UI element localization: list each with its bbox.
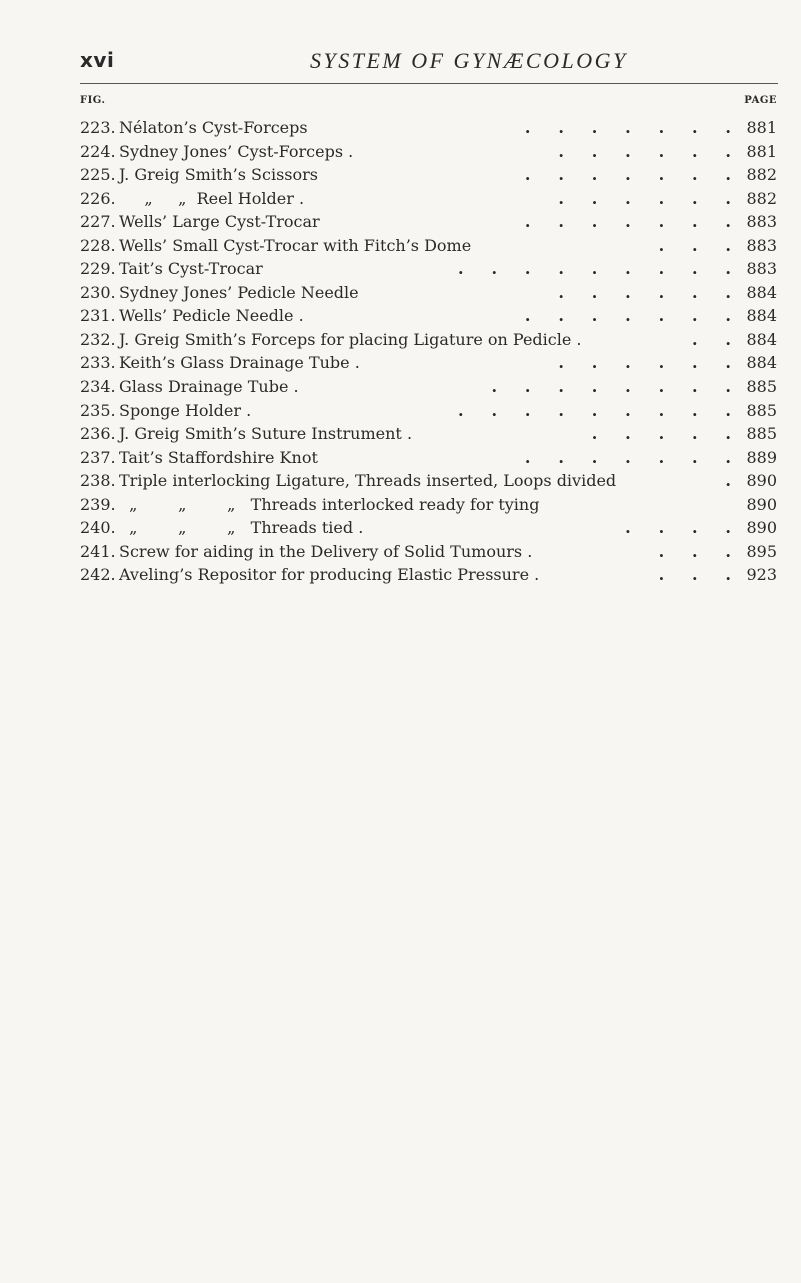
dot-leader: . . . . . . . (524, 306, 731, 326)
figure-number: 238. (80, 471, 116, 491)
list-item (80, 516, 777, 540)
dot-leader: . . . (658, 235, 731, 255)
dot-leader: . . . . . . (558, 188, 731, 208)
list-item (80, 304, 777, 328)
figure-title: Sponge Holder . (119, 400, 252, 420)
list-item (80, 140, 777, 164)
page-number: xvi (80, 48, 115, 72)
list-item (80, 469, 777, 493)
page-reference: 890 (746, 494, 777, 514)
figure-number: 241. (80, 541, 116, 561)
list-item (80, 351, 777, 375)
list-item (80, 187, 777, 211)
dot-leader: . . . . . . . . . (458, 259, 731, 279)
dot-leader: . . . . . (591, 424, 731, 444)
list-item (80, 234, 777, 258)
page-reference: 889 (746, 447, 777, 467)
dot-leader: . . . . . . . (524, 212, 731, 232)
figure-number: 232. (80, 329, 116, 349)
page-reference: 885 (746, 424, 777, 444)
figure-title: Wells’ Large Cyst-Trocar (119, 212, 320, 232)
figure-number: 228. (80, 235, 116, 255)
fig-column-heading: FIG. (80, 95, 106, 106)
list-item (80, 422, 777, 446)
figure-title: J. Greig Smith’s Forceps for placing Ligature on Pedicle . (119, 329, 582, 349)
page-reference: 884 (746, 282, 777, 302)
dot-leader: . . . . (625, 518, 731, 538)
page-reference: 884 (746, 329, 777, 349)
figure-number: 223. (80, 118, 116, 137)
list-item (80, 493, 777, 517)
page-reference: 882 (746, 188, 777, 208)
list-item (80, 116, 777, 140)
dot-leader: . . . . . . . (524, 165, 731, 185)
dot-leader: . . . . . . (558, 141, 731, 161)
page-reference: 885 (746, 400, 777, 420)
figure-title: Aveling’s Repositor for producing Elastic Pressure . (119, 565, 540, 585)
figure-number: 233. (80, 353, 116, 373)
figure-title: Glass Drainage Tube . (119, 377, 299, 397)
figure-title: Keith’s Glass Drainage Tube . (119, 353, 360, 373)
page-reference: 884 (746, 306, 777, 326)
running-title: SYSTEM OF GYNÆCOLOGY (310, 48, 628, 73)
page-reference: 883 (746, 259, 777, 279)
figure-number: 231. (80, 306, 116, 326)
figure-title: Wells’ Pedicle Needle . (119, 306, 304, 326)
page-reference: 923 (746, 565, 777, 585)
figure-number: 234. (80, 377, 116, 397)
list-item (80, 446, 777, 470)
figure-number: 242. (80, 565, 116, 585)
figure-title: J. Greig Smith’s Scissors (119, 165, 319, 185)
dot-leader: . . . . . . (558, 282, 731, 302)
figure-title: Screw for aiding in the Delivery of Solid Tumours . (119, 541, 533, 561)
dot-leader: . . . . . . . . . (458, 400, 731, 420)
figure-title: Sydney Jones’ Pedicle Needle (119, 282, 359, 302)
figure-title: Sydney Jones’ Cyst-Forceps . (119, 141, 354, 161)
figure-number: 240. (80, 518, 116, 538)
page-reference: 883 (746, 235, 777, 255)
list-item (80, 540, 777, 564)
figure-title: Tait’s Staffordshire Knot (119, 447, 318, 467)
page-column-heading: PAGE (744, 95, 777, 106)
page-reference: 883 (746, 212, 777, 232)
page-reference: 895 (746, 541, 777, 561)
list-item (80, 563, 777, 587)
dot-leader: . . (692, 329, 731, 349)
figure-number: 227. (80, 212, 116, 232)
figure-title: Tait’s Cyst-Trocar (119, 259, 263, 279)
page-reference: 885 (746, 377, 777, 397)
page-reference: 884 (746, 353, 777, 373)
list-item (80, 399, 777, 423)
figure-number: 236. (80, 424, 116, 444)
figure-title: „ „ Reel Holder . (119, 188, 305, 208)
figure-title: J. Greig Smith’s Suture Instrument . (119, 424, 413, 444)
running-header (80, 48, 778, 80)
header-rule (80, 83, 778, 84)
list-item (80, 257, 777, 281)
figure-number: 225. (80, 165, 116, 185)
figure-title: Triple interlocking Ligature, Threads inserted, Loops divided (119, 471, 617, 491)
figure-title: Nélaton’s Cyst-Forceps (119, 118, 308, 137)
dot-leader: . . . . . . (558, 353, 731, 373)
figure-title: Wells’ Small Cyst-Trocar with Fitch’s Dome (119, 235, 472, 255)
dot-leader: . . . (658, 565, 731, 585)
figure-list (80, 116, 777, 587)
figure-number: 229. (80, 259, 116, 279)
list-item (80, 375, 777, 399)
list-item (80, 328, 777, 352)
list-item (80, 163, 777, 187)
figure-title: „ „ „ Threads interlocked ready for tying (119, 494, 540, 514)
dot-leader: . . . . . . . (524, 447, 731, 467)
page-reference: 881 (746, 118, 777, 137)
figure-number: 226. (80, 188, 116, 208)
dot-leader: . . . . . . . (524, 118, 731, 137)
figure-number: 230. (80, 282, 116, 302)
figure-number: 235. (80, 400, 116, 420)
list-item (80, 210, 777, 234)
page-reference: 890 (746, 518, 777, 538)
dot-leader: . (725, 471, 731, 491)
dot-leader: . . . . . . . . (491, 377, 731, 397)
page-reference: 881 (746, 141, 777, 161)
figure-number: 237. (80, 447, 116, 467)
figure-number: 224. (80, 141, 116, 161)
figure-title: „ „ „ Threads tied . (119, 518, 364, 538)
page-reference: 890 (746, 471, 777, 491)
figure-number: 239. (80, 494, 116, 514)
dot-leader: . . . (658, 541, 731, 561)
list-item (80, 281, 777, 305)
page-reference: 882 (746, 165, 777, 185)
